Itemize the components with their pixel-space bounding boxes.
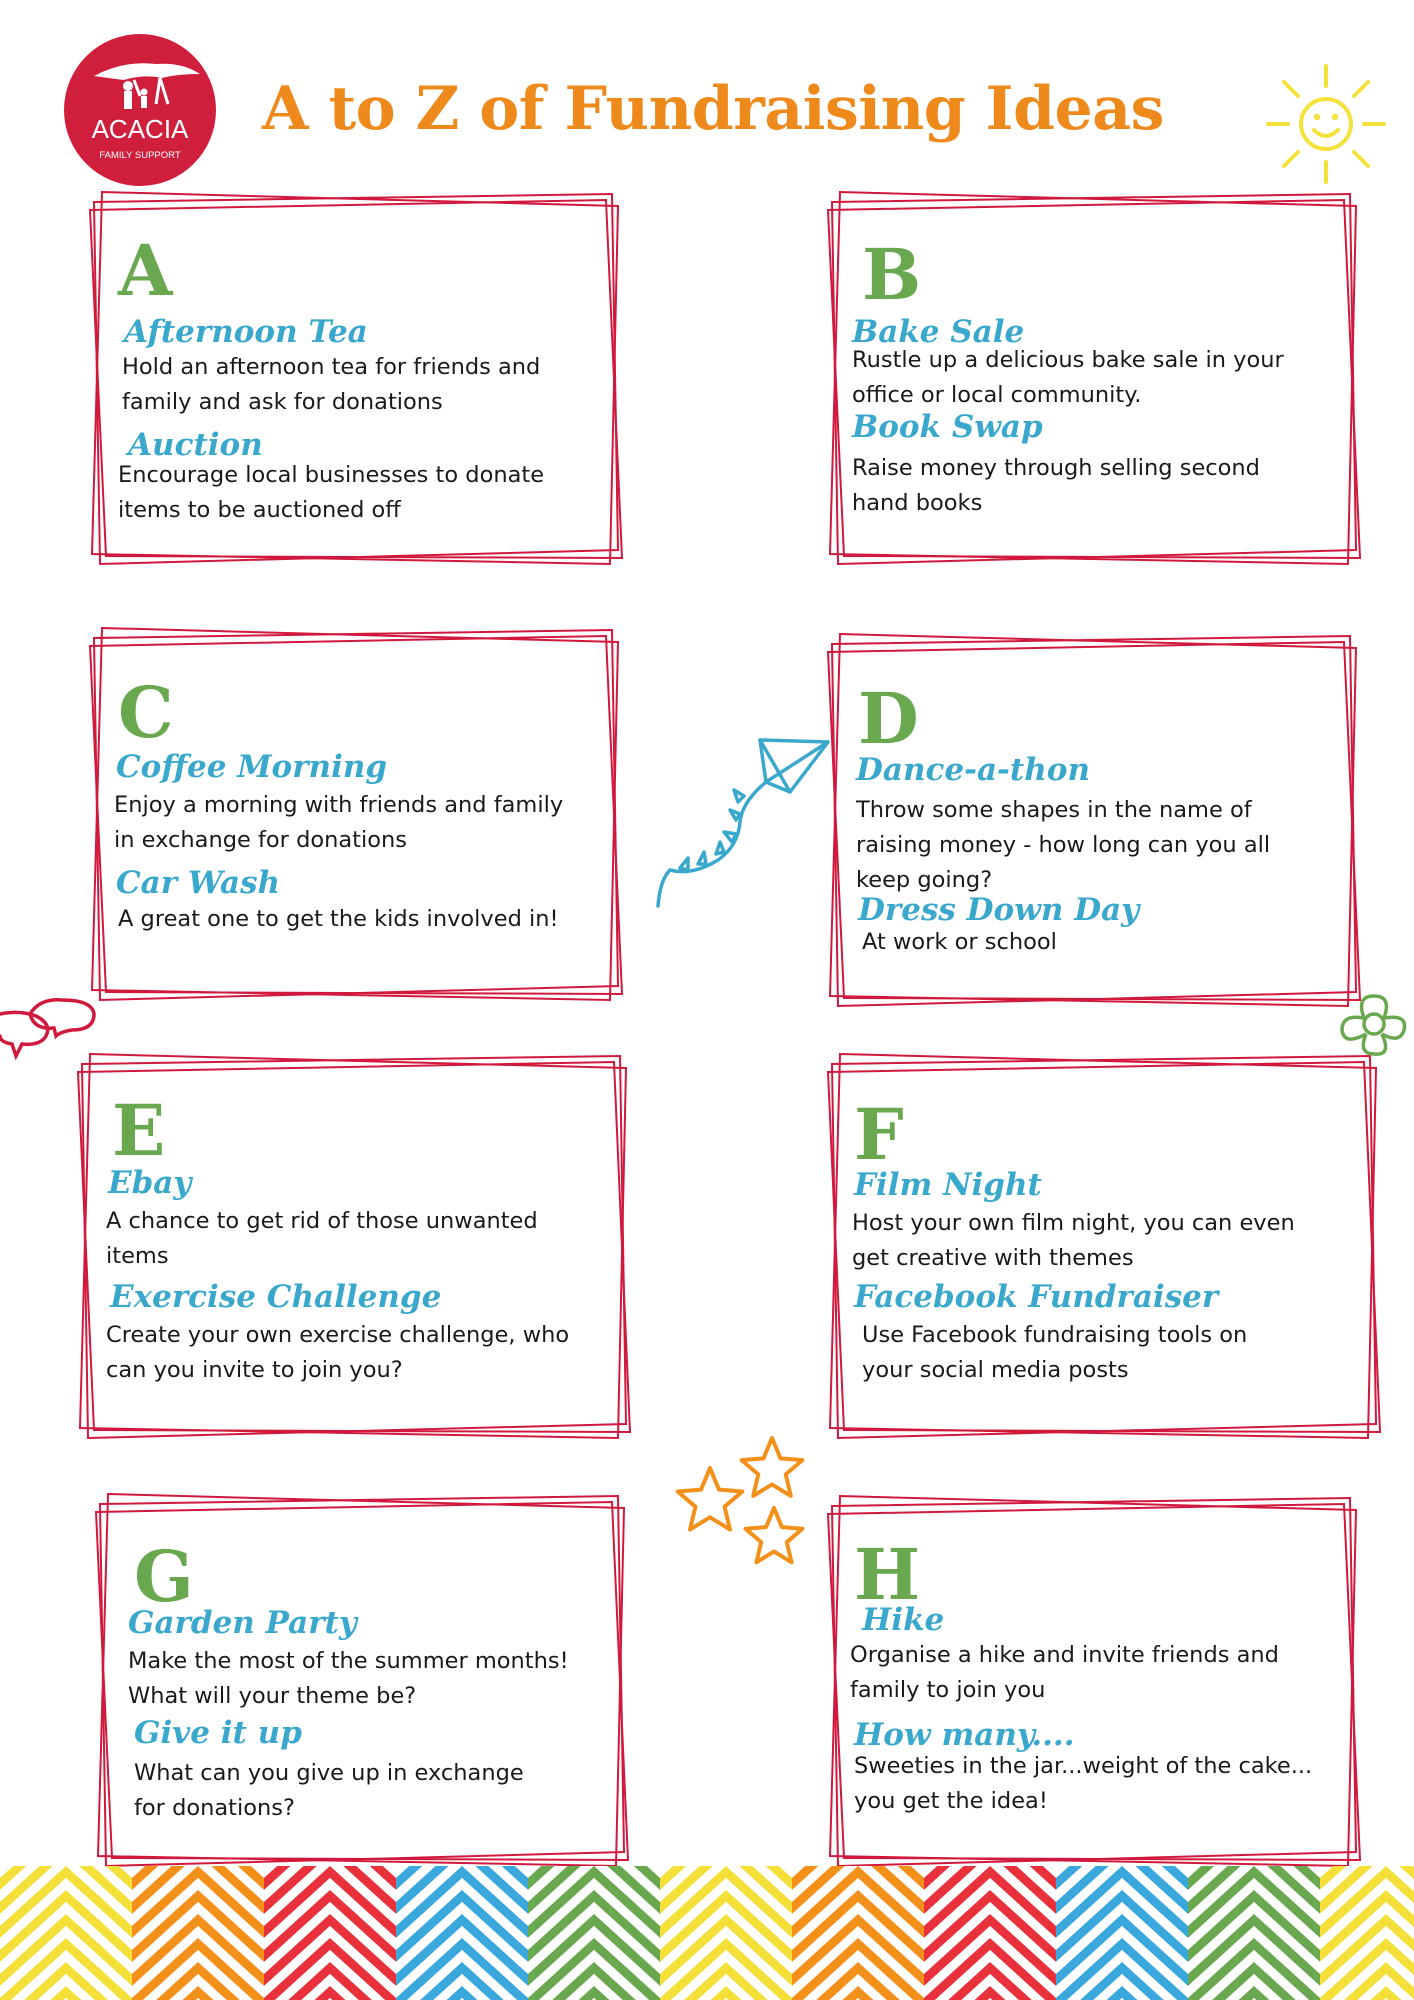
idea-description (852, 1206, 1295, 1276)
description-line: items to be auctioned off (118, 497, 401, 523)
card-a (96, 198, 616, 560)
idea-description (854, 1749, 1312, 1819)
description-line: Raise money through selling second (852, 455, 1260, 481)
idea-title: How many.... (854, 1717, 1075, 1753)
description-line: What can you give up in exchange (134, 1760, 524, 1786)
idea-title: Film Night (854, 1167, 1042, 1203)
idea-description (114, 788, 563, 858)
idea-title: Book Swap (852, 409, 1043, 445)
idea-title: Afternoon Tea (124, 314, 368, 350)
description-line: family and ask for donations (122, 389, 443, 415)
card-letter: D (858, 677, 919, 760)
card-h (834, 1502, 1354, 1862)
idea-description (862, 925, 1057, 960)
card-b (834, 198, 1354, 560)
card-f (834, 1060, 1374, 1434)
description-line: Enjoy a morning with friends and family (114, 792, 564, 818)
idea-title: Hike (862, 1602, 945, 1638)
idea-description (856, 793, 1270, 898)
description-line: A chance to get rid of those unwanted (106, 1208, 538, 1234)
chevron-border-icon (0, 1866, 1414, 2000)
logo-name: ACACIA (91, 114, 189, 144)
description-line: Host your own film night, you can even (852, 1210, 1295, 1236)
description-line: raising money - how long can you all (856, 832, 1271, 858)
logo-tagline: FAMILY SUPPORT (99, 150, 181, 161)
card-letter: F (854, 1093, 904, 1176)
card-letter: G (134, 1535, 194, 1618)
idea-title: Facebook Fundraiser (854, 1279, 1219, 1315)
kite-icon (640, 730, 840, 920)
idea-description (850, 1638, 1279, 1708)
idea-title: Auction (128, 427, 263, 463)
description-line: get creative with themes (852, 1245, 1134, 1271)
card-c (96, 634, 616, 996)
description-line: Sweeties in the jar...weight of the cake... (854, 1753, 1313, 1779)
description-line: you get the idea! (854, 1788, 1048, 1814)
idea-title: Dance-a-thon (856, 752, 1090, 788)
description-line: A great one to get the kids involved in! (118, 906, 559, 932)
description-line: keep going? (856, 867, 993, 893)
stars-icon (670, 1430, 820, 1580)
description-line: Organise a hike and invite friends and (850, 1642, 1279, 1668)
idea-description (106, 1204, 538, 1274)
description-line: Rustle up a delicious bake sale in your (852, 347, 1284, 373)
description-line: items (106, 1243, 169, 1269)
idea-description (122, 350, 540, 420)
card-g (102, 1500, 622, 1862)
idea-description (118, 458, 544, 528)
card-d (834, 640, 1354, 1002)
description-line: Make the most of the summer months! (128, 1648, 569, 1674)
description-line: Hold an afternoon tea for friends and (122, 354, 541, 380)
card-letter: A (118, 229, 173, 312)
idea-description (134, 1756, 524, 1826)
acacia-logo-icon (64, 34, 216, 186)
idea-title: Bake Sale (852, 314, 1025, 350)
description-line: in exchange for donations (114, 827, 407, 853)
idea-title: Coffee Morning (116, 749, 388, 785)
star-shape (746, 1508, 803, 1562)
idea-description (106, 1318, 569, 1388)
card-letter: H (854, 1533, 921, 1616)
idea-description (118, 902, 559, 937)
description-line: hand books (852, 490, 983, 516)
idea-description (852, 451, 1260, 521)
page-title: A to Z of Fundraising Ideas (262, 74, 1164, 144)
idea-title: Give it up (134, 1715, 302, 1751)
idea-title: Dress Down Day (858, 892, 1140, 928)
star-shape (742, 1438, 803, 1496)
idea-title: Garden Party (128, 1605, 357, 1641)
idea-title: Car Wash (116, 865, 281, 901)
description-line: At work or school (862, 929, 1057, 955)
idea-description (128, 1644, 569, 1714)
description-line: for donations? (134, 1795, 295, 1821)
star-shape (678, 1468, 743, 1530)
card-letter: C (118, 671, 174, 754)
flower-icon (1334, 984, 1414, 1064)
idea-description (862, 1318, 1247, 1388)
description-line: What will your theme be? (128, 1683, 417, 1709)
card-letter: B (862, 233, 922, 316)
description-line: family to join you (850, 1677, 1046, 1703)
description-line: Throw some shapes in the name of (856, 797, 1252, 823)
description-line: your social media posts (862, 1357, 1129, 1383)
description-line: Encourage local businesses to donate (118, 462, 545, 488)
description-line: office or local community. (852, 382, 1142, 408)
speech-bubble-icon (0, 990, 100, 1070)
idea-title: Exercise Challenge (110, 1279, 442, 1315)
description-line: Create your own exercise challenge, who (106, 1322, 570, 1348)
idea-title: Ebay (108, 1165, 192, 1201)
card-letter: E (112, 1089, 166, 1172)
description-line: can you invite to join you? (106, 1357, 403, 1383)
idea-description (852, 343, 1284, 413)
description-line: Use Facebook fundraising tools on (862, 1322, 1248, 1348)
card-e (84, 1060, 624, 1434)
sun-icon (1262, 60, 1392, 190)
